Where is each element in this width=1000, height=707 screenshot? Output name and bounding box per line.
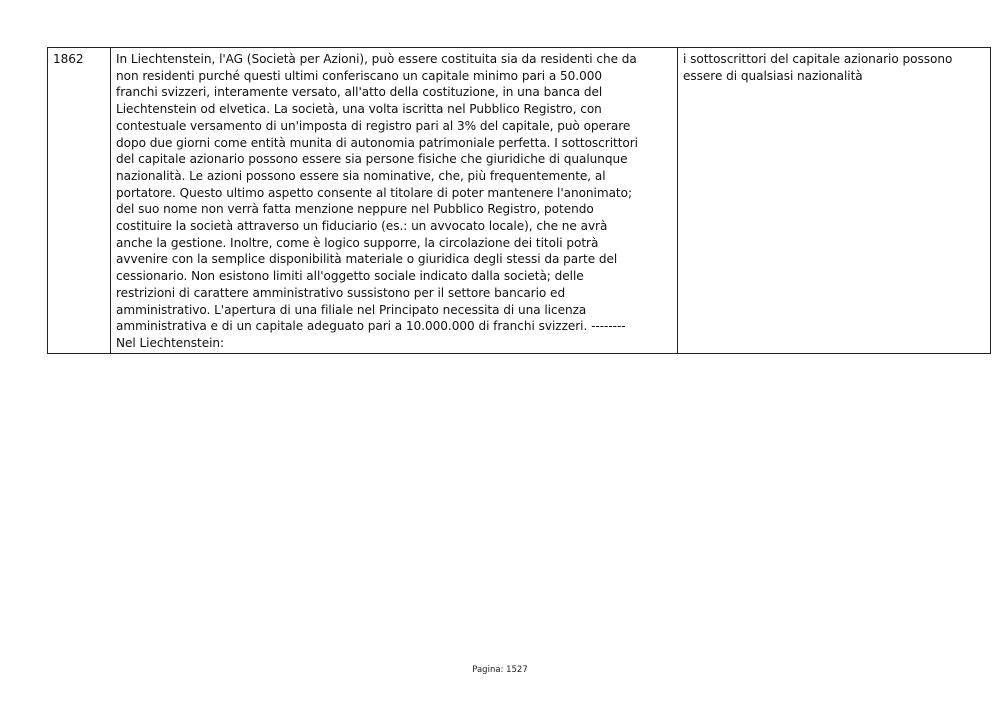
table-row [48,48,991,354]
text-line: franchi svizzeri, interamente versato, all'atto della costituzione, in una banca del [116,85,603,100]
record-text-cell [111,48,678,354]
text-line: anche la gestione. Inoltre, come è logico supporre, la circolazione dei titoli potrà [116,235,599,250]
text-line: contestuale versamento di un'imposta di registro pari al 3% del capitale, può operare [116,118,631,133]
text-line: portatore. Questo ultimo aspetto consente al titolare di poter mantenere l'anonimato; [116,185,632,200]
record-id-cell [48,48,111,354]
text-line: avvenire con la semplice disponibilità materiale o giuridica degli stessi da parte del [116,252,618,267]
text-line: amministrativa e di un capitale adeguato pari a 10.000.000 di franchi svizzeri. -------- [116,319,626,334]
text-line: del suo nome non verrà fatta menzione neppure nel Pubblico Registro, potendo [116,202,594,217]
note-line: essere di qualsiasi nazionalità [683,68,863,83]
record-note-cell [678,48,991,354]
record-id: 1862 [53,52,84,66]
text-line: nazionalità. Le azioni possono essere sia nominative, che, più frequentemente, al [116,168,606,183]
text-line: cessionario. Non esistono limiti all'oggetto sociale indicato dalla società; delle [116,269,584,284]
text-line: non residenti purché questi ultimi conferiscano un capitale minimo pari a 50.000 [116,68,603,83]
text-line: costituire la società attraverso un fiduciario (es.: un avvocato locale), che ne avrà [116,219,608,234]
text-line: amministrativo. L'apertura di una filiale nel Principato necessita di una licenza [116,302,587,317]
text-line: dopo due giorni come entità munita di autonomia patrimoniale perfetta. I sottoscrittori [116,135,638,150]
record-table [47,47,991,354]
text-line: Nel Liechtenstein: [116,335,225,350]
text-line: Liechtenstein od elvetica. La società, una volta iscritta nel Pubblico Registro, con [116,102,602,117]
text-line: del capitale azionario possono essere sia persone fisiche che giuridiche di qualunque [116,152,628,167]
note-line: i sottoscrittori del capitale azionario possono [683,52,953,66]
text-line: In Liechtenstein, l'AG (Società per Azioni), può essere costituita sia da residenti che da [116,52,637,66]
text-line: restrizioni di carattere amministrativo sussistono per il settore bancario ed [116,285,566,300]
page-number: Pagina: 1527 [472,665,528,675]
